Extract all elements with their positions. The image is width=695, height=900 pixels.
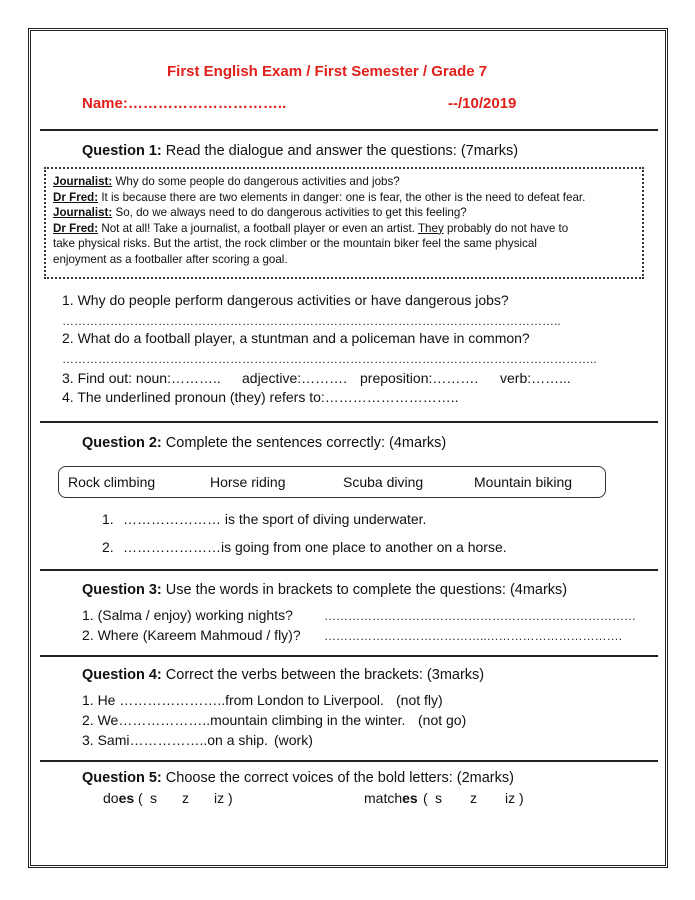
question-1-heading — [82, 143, 518, 159]
option-z[interactable]: z — [182, 790, 189, 806]
sentence-number: 2. — [102, 539, 114, 555]
dialogue-line — [53, 174, 636, 190]
exam-date: --/10/2019 — [448, 95, 517, 112]
dialogue-text: probably do not have to — [443, 221, 569, 235]
question-4-item-2[interactable]: 2. We………………..mountain climbing in the winter. — [82, 712, 406, 728]
question-3-item-2: 2. Where (Kareem Mahmoud / fly)? — [82, 627, 301, 643]
answer-line[interactable]: …………………………………………………………………………………………………………………….. — [62, 352, 597, 366]
word-bank-item: Scuba diving — [343, 474, 424, 490]
answer-line[interactable]: …………………………………………………………………………………………………………….. — [62, 314, 561, 328]
word: matches — [364, 790, 418, 806]
word: does — [103, 790, 135, 806]
speaker: Journalist: — [53, 206, 113, 220]
verb-hint: (work) — [274, 732, 313, 748]
divider — [40, 129, 658, 131]
word-bank-item: Horse riding — [210, 474, 286, 490]
name-field: Name:………………………….. — [82, 95, 287, 112]
question-3-item-1: 1. (Salma / enjoy) working nights? — [82, 607, 293, 623]
question-1-item-4[interactable]: 4. The underlined pronoun (they) refers to:……………………….. — [62, 389, 459, 405]
divider — [40, 655, 658, 657]
speaker: Journalist: — [53, 175, 113, 188]
voice-choice-matches — [0, 790, 695, 810]
option-z[interactable]: z — [470, 790, 477, 806]
word-bank-item: Mountain biking — [474, 474, 573, 490]
question-instruction: Choose the correct voices of the bold letters: (2marks) — [161, 770, 514, 786]
dialogue-text: Why do some people do dangerous activities and jobs? — [112, 175, 400, 188]
question-2-heading — [82, 435, 446, 451]
question-1-item-3-preposition[interactable]: preposition:………. — [360, 370, 479, 386]
question-3-heading — [82, 582, 567, 598]
exam-title: First English Exam / First Semester / Grade 7 — [167, 63, 488, 80]
option-iz[interactable]: iz ) — [505, 790, 524, 806]
answer-line[interactable]: …………………………………………………………………… — [324, 609, 636, 623]
underlined-pronoun: They — [417, 221, 444, 235]
question-label: Question 3: — [82, 582, 162, 598]
question-instruction: Use the words in brackets to complete the questions: (4marks) — [161, 582, 568, 598]
bracket: ( — [138, 790, 143, 806]
question-1-item-3-adjective[interactable]: adjective:………. — [242, 370, 348, 386]
divider — [40, 569, 658, 571]
option-iz[interactable]: iz ) — [214, 790, 233, 806]
option-s[interactable]: s — [435, 790, 442, 806]
dialogue-line — [53, 205, 636, 221]
verb-hint: (not fly) — [396, 692, 443, 708]
question-instruction: Correct the verbs between the brackets: (3marks) — [161, 667, 485, 683]
speaker: Dr Fred: — [53, 221, 99, 235]
speaker: Dr Fred: — [53, 190, 99, 204]
question-label: Question 5: — [82, 770, 162, 786]
dialogue-box — [44, 167, 644, 279]
question-4-heading — [82, 667, 484, 683]
question-1-item-1: 1. Why do people perform dangerous activities or have dangerous jobs? — [62, 292, 509, 308]
option-s[interactable]: s — [150, 790, 157, 806]
word-bank-item: Rock climbing — [68, 474, 156, 490]
dialogue-line — [53, 236, 636, 252]
question-label: Question 4: — [82, 667, 162, 683]
question-instruction: Read the dialogue and answer the questions: (7marks) — [161, 143, 519, 159]
sentence-2[interactable]: …………………is going from one place to another on a horse. — [123, 539, 507, 555]
dialogue-line — [53, 190, 636, 206]
dialogue-line — [53, 252, 636, 268]
bracket: ( — [423, 790, 428, 806]
dialogue-text: take physical risks. But the artist, the rock climber or the mountain biker feel the same physical — [53, 237, 537, 251]
question-5-heading — [82, 770, 514, 786]
question-1-item-3-noun[interactable]: 3. Find out: noun:……….. — [62, 370, 221, 386]
dialogue-text: So, do we always need to do dangerous activities to get this feeling? — [112, 206, 467, 220]
divider — [40, 760, 658, 762]
question-1-item-3-verb[interactable]: verb:……... — [500, 370, 571, 386]
sentence-number: 1. — [102, 511, 114, 527]
divider — [40, 421, 658, 423]
verb-hint: (not go) — [418, 712, 467, 728]
dialogue-text: It is because there are two elements in danger: one is fear, the other is the need to defeat fear. — [98, 190, 586, 204]
question-label: Question 2: — [82, 435, 162, 451]
question-1-item-2: 2. What do a football player, a stuntman and a policeman have in common? — [62, 330, 530, 346]
word-bank — [58, 466, 606, 498]
question-label: Question 1: — [82, 143, 162, 159]
sentence-1[interactable]: ………………… is the sport of diving underwater. — [123, 511, 427, 527]
dialogue-text: enjoyment as a footballer after scoring a goal. — [53, 252, 288, 266]
dialogue-line — [53, 221, 636, 237]
question-4-item-3[interactable]: 3. Sami……………..on a ship. — [82, 732, 268, 748]
question-instruction: Complete the sentences correctly: (4marks) — [161, 435, 447, 451]
question-4-item-1[interactable]: 1. He …………………..from London to Liverpool. — [82, 692, 384, 708]
dialogue-text: Not at all! Take a journalist, a football player or even an artist. — [98, 221, 418, 235]
answer-line[interactable]: …………………………………..……………………………. — [324, 629, 623, 643]
